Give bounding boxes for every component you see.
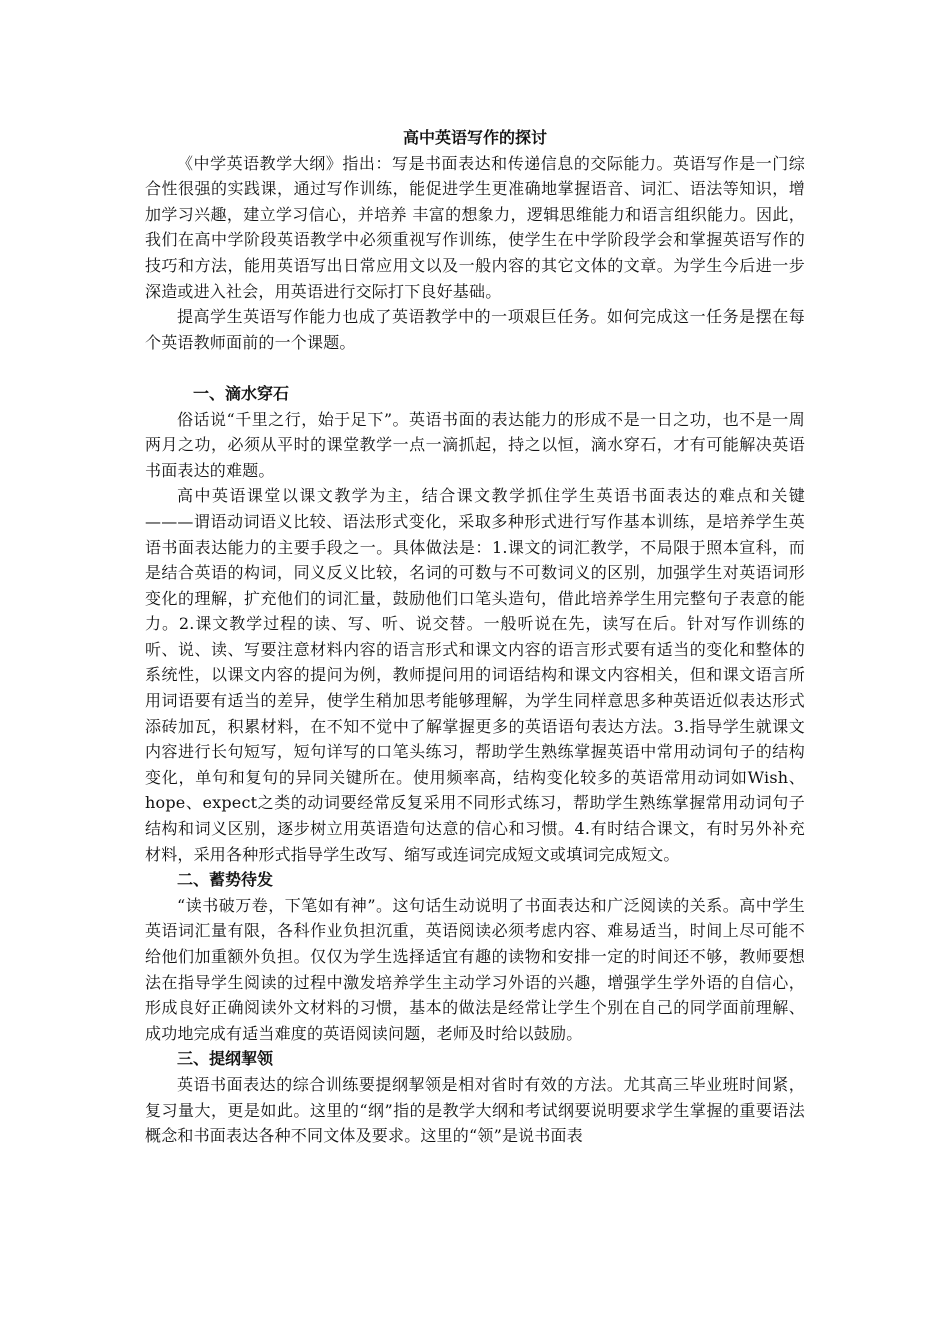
blank-line — [145, 355, 805, 381]
intro-paragraph-2: 提高学生英语写作能力也成了英语教学中的一项艰巨任务。如何完成这一任务是摆在每个英语教师面前的一个课题。 — [145, 307, 805, 352]
intro-paragraph-1: 《中学英语教学大纲》指出：写是书面表达和传递信息的交际能力。英语写作是一门综合性很强的实践课，通过写作训练，能促进学生更准确地掌握语音、词汇、语法等知识，增加学习兴趣，建立学习信心，并培养 丰富的想象力，逻辑思维能力和语言组织能力。因此，我们在高中学阶段英语教学中必须重视写作训练，使学生在中学阶段学会和掌握英语写作的技巧和方法，能用英语写出日常应用文以及一般内容的其它文体的文章。为学生今后进一步深造或进入社会，用英语进行交际打下良好基础。 — [145, 153, 805, 301]
section-heading-2: 二、蓄势待发 — [177, 870, 274, 890]
section-heading-1: 一、滴水穿石 — [193, 383, 290, 403]
section-1-paragraph-1: 俗话说“千里之行，始于足下”。英语书面的表达能力的形成不是一日之功，也不是一周两月之功，必须从平时的课堂教学一点一滴抓起，持之以恒，滴水穿石，才有可能解决英语书面表达的难题。 — [145, 409, 805, 480]
section-2-paragraph-1: “读书破万卷，下笔如有神”。这句话生动说明了书面表达和广泛阅读的关系。高中学生英语词汇量有限，各科作业负担沉重，英语阅读必须考虑内容、难易适当，时间上尽可能不给他们加重额外负担。仅仅为学生选择适宜有趣的读物和安排一定的时间还不够，教师要想法在指导学生阅读的过程中激发培养学生主动学习外语的兴趣，增强学生学外语的自信心，形成良好正确阅读外文材料的习惯，基本的做法是经常让学生个别在自己的同学面前理解、成功地完成有适当难度的英语阅读问题，老师及时给以鼓励。 — [145, 895, 805, 1043]
document-page — [145, 125, 805, 1149]
document-title: 高中英语写作的探讨 — [402, 128, 547, 147]
section-heading-3: 三、提纲挈领 — [177, 1049, 274, 1069]
section-1-paragraph-2: 高中英语课堂以课文教学为主，结合课文教学抓住学生英语书面表达的难点和关键———谓语动词语义比较、语法形式变化，采取多种形式进行写作基本训练，是培养学生英语书面表达能力的主要手段之一。具体做法是：1.课文的词汇教学，不局限于照本宣科，而是结合英语的构词，同义反义比较，名词的可数与不可数词义的区别，加强学生对英语词形变化的理解，扩充他们的词汇量，鼓励他们口笔头造句，借此培养学生用完整句子表意的能力。2.课文教学过程的读、写、听、说交替。一般听说在先，读写在后。针对写作训练的听、说、读、写要注意材料内容的语言形式和课文内容的语言形式要有适当的变化和整体的系统性，以课文内容的提问为例，教师提问用的词语结构和课文内容相关，但和课文语言所用词语要有适当的差异，使学生稍加思考能够理解，为学生同样意思多种英语近似表达形式添砖加瓦，积累材料，在不知不觉中了解掌握更多的英语语句表达方法。3.指导学生就课文内容进行长句短写，短句详写的口笔头练习，帮助学生熟练掌握英语中常用动词句子的结构变化，单句和复句的异同关键所在。使用频率高，结构变化较多的英语常用动词如Wish、hope、expect之类的动词要经常反复采用不同形式练习，帮助学生熟练掌握常用动词句子结构和词义区别，逐步树立用英语造句达意的信心和习惯。4.有时结合课文，有时另外补充材料，采用各种形式指导学生改写、缩写或连词完成短文或填词完成短文。 — [145, 486, 805, 864]
section-3-paragraph-1: 英语书面表达的综合训练要提纲挈领是相对省时有效的方法。尤其高三毕业班时间紧，复习量大，更是如此。这里的“纲”指的是教学大纲和考试纲要说明要求学生掌握的重要语法概念和书面表达各种不同文体及要求。这里的“领”是说书面表 — [145, 1074, 805, 1146]
